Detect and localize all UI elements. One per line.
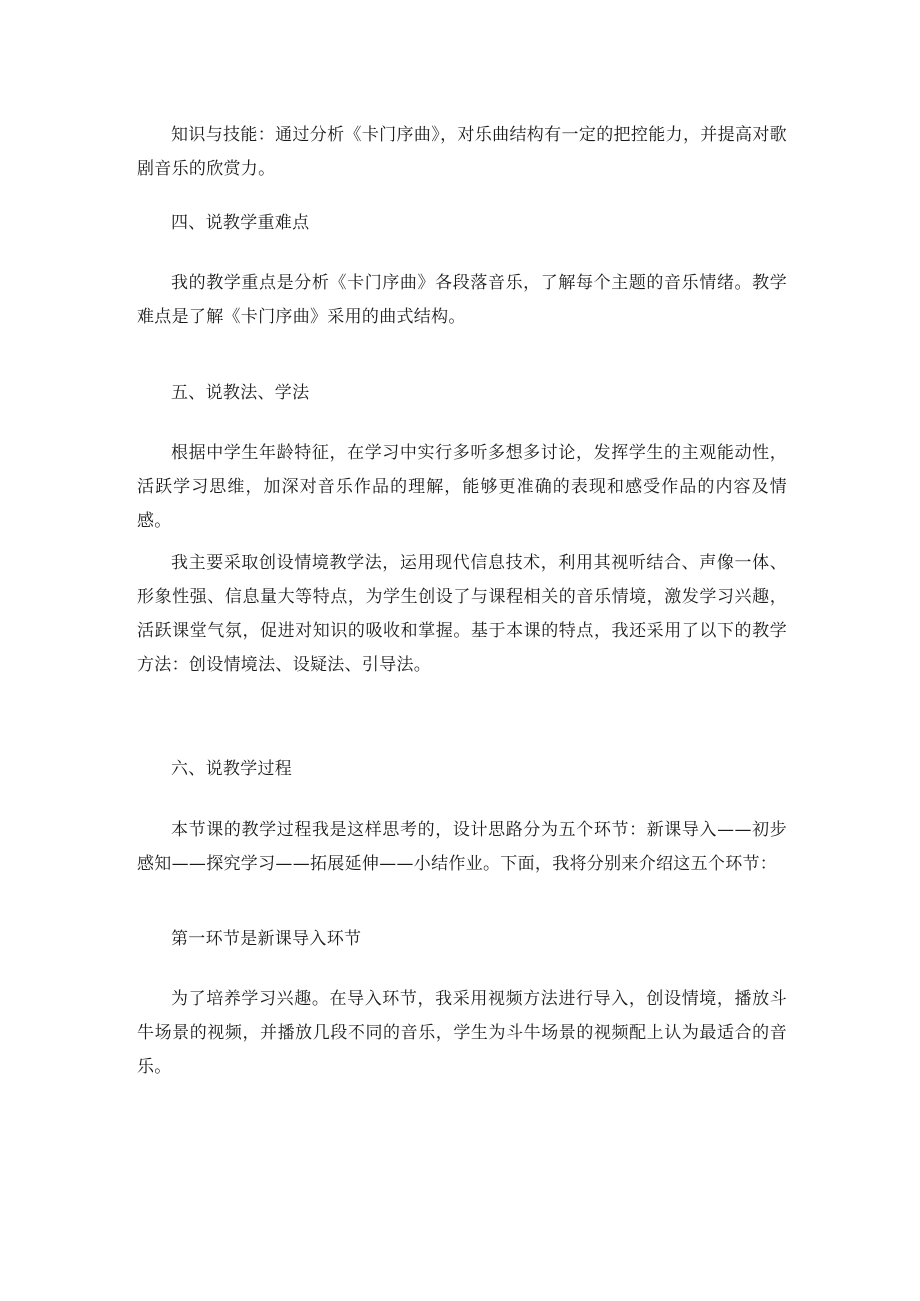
- paragraph-step-one: 为了培养学习兴趣。在导入环节，我采用视频方法进行导入，创设情境，播放斗牛场景的视频，并播放几段不同的音乐，学生为斗牛场景的视频配上认为最适合的音乐。: [137, 989, 787, 1077]
- paragraph-methods-1: 根据中学生年龄特征，在学习中实行多听多想多讨论，发挥学生的主观能动性，活跃学习思维，加深对音乐作品的理解，能够更准确的表现和感受作品的内容及情感。: [137, 443, 787, 531]
- paragraph-knowledge-skill: 知识与技能：通过分析《卡门序曲》，对乐曲结构有一定的把控能力，并提高对歌剧音乐的欣赏力。: [137, 125, 787, 179]
- heading-step-one: 第一环节是新课导入环节: [171, 929, 362, 949]
- heading-methods: 五、说教法、学法: [171, 383, 310, 403]
- heading-process: 六、说教学过程: [171, 759, 293, 779]
- paragraph-process: 本节课的教学过程我是这样思考的，设计思路分为五个环节：新课导入——初步感知——探究学习——拓展延伸——小结作业。下面，我将分别来介绍这五个环节：: [137, 820, 787, 874]
- heading-key-points: 四、说教学重难点: [171, 213, 310, 233]
- paragraph-methods-2: 我主要采取创设情境教学法，运用现代信息技术，利用其视听结合、声像一体、形象性强、信息量大等特点，为学生创设了与课程相关的音乐情境，激发学习兴趣，活跃课堂气氛，促进对知识的吸收和掌握。基于本课的特点，我还采用了以下的教学方法：创设情境法、设疑法、引导法。: [137, 553, 787, 675]
- paragraph-key-points: 我的教学重点是分析《卡门序曲》各段落音乐，了解每个主题的音乐情绪。教学难点是了解《卡门序曲》采用的曲式结构。: [137, 273, 787, 327]
